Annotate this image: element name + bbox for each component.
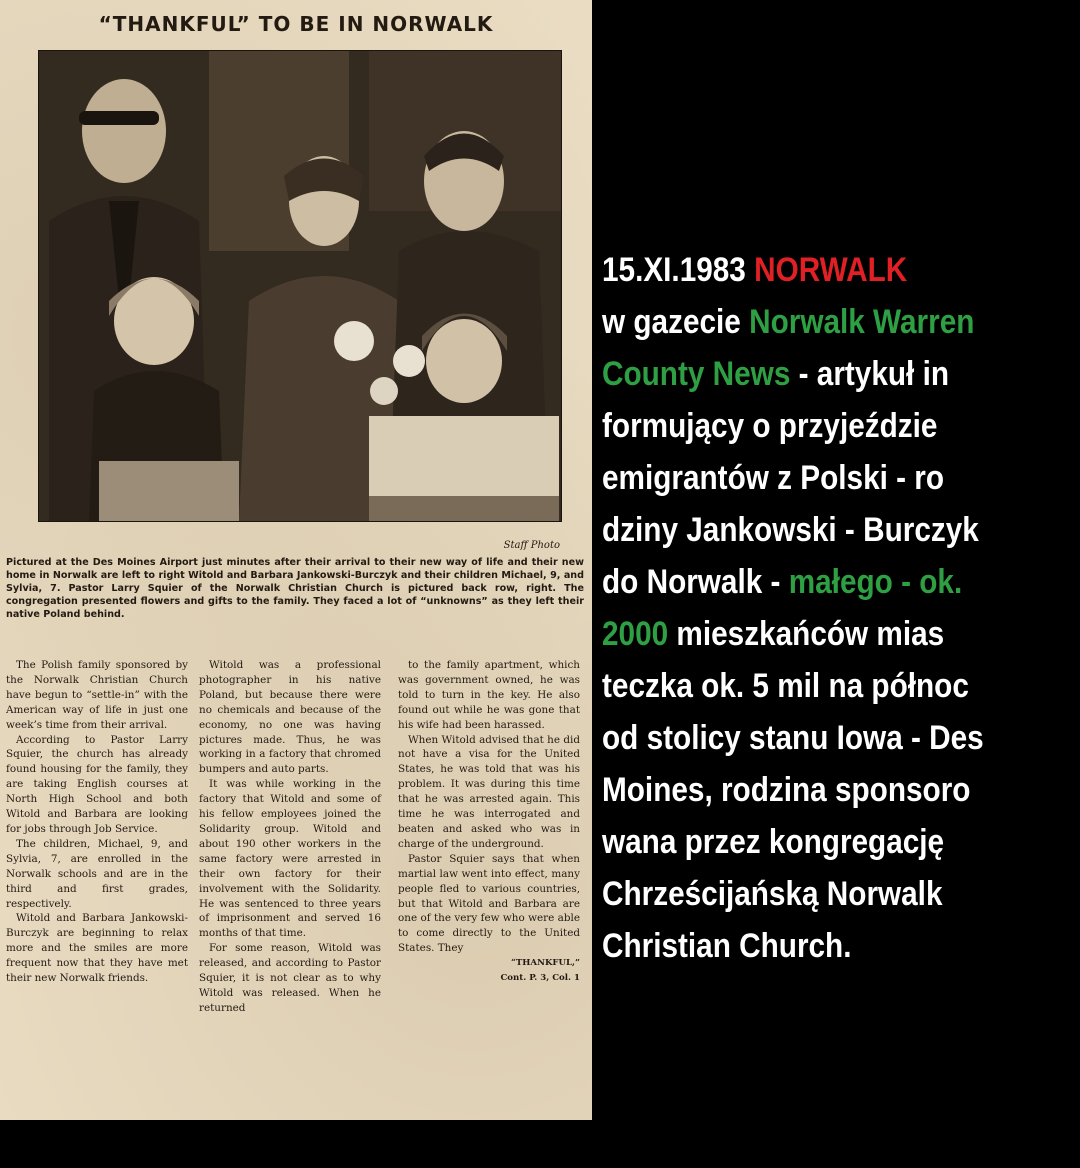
annotation-segment: Norwalk Warren (749, 303, 975, 341)
annotation-line (602, 816, 1010, 868)
annotation-line (602, 920, 1010, 972)
continued-reference: Cont. P. 3, Col. 1 (500, 973, 580, 984)
bottom-bar (0, 1120, 1080, 1168)
article-column-2 (199, 658, 381, 1016)
annotation-line (602, 504, 1010, 556)
article-column-1 (6, 658, 188, 986)
paragraph: For some reason, Witold was released, and according to Pastor Squier, it is not clear as to why Witold was released. When he returned (199, 942, 381, 1014)
paragraph: It was while working in the factory that Witold and some of his fellow employees joined the Solidarity group. Witold and about 190 other workers in the same factory were arrested in their own factory for their involvement with the Solidarity. He was sentenced to three years of imprisonment and served 16 months of that time. (199, 778, 381, 940)
paragraph: to the family apartment, which was government owned, he was told to turn in the key. He also found out while he was gone that his wife had been harassed. (398, 659, 580, 731)
polish-annotation-text (602, 244, 1010, 972)
paragraph: The Polish family sponsored by the Norwalk Christian Church have begun to “settle-in” with the American way of life in just one week’s time from their arrival. (6, 659, 188, 731)
annotation-segment: emigrantów z Polski - ro (602, 459, 945, 497)
annotation-line (602, 400, 1010, 452)
annotation-line (602, 712, 1010, 764)
annotation-line (602, 868, 1010, 920)
paragraph: The children, Michael, 9, and Sylvia, 7, are enrolled in the Norwalk schools and are in the third and first grades, respectively. (6, 837, 188, 910)
paragraph: When Witold advised that he did not have a visa for the United States, he was told that was his problem. It was during this time that he was arrested again. This time he was interrogated and beaten and asked who was in charge of the underground. (398, 733, 580, 850)
photo-caption: Pictured at the Des Moines Airport just minutes after their arrival to their new way of life and their new home in Norwalk are left to right Witold and Barbara Jankowski-Burczyk and their children Michael, 9, and Sylvia, 7. Pastor Larry Squier of the Norwalk Christian Church is pictured back row, right. The congregation presented flowers and gifts to the family. They faced a lot of “unknowns” as they left their native Poland behind. (6, 557, 584, 620)
annotation-segment: mieszkańców mias (668, 615, 945, 653)
annotation-segment: - artykuł in (790, 355, 950, 393)
annotation-segment: wana przez kongregację (602, 823, 945, 861)
article-column-3 (398, 658, 580, 986)
annotation-segment: teczka ok. 5 mil na północ (602, 667, 969, 705)
paragraph: According to Pastor Larry Squier, the church has already found housing for the family, they are taking English courses at North High School and both Witold and Barbara are looking for jobs through Job Service. (6, 733, 188, 835)
annotation-line (602, 608, 1010, 660)
annotation-segment: County News (602, 355, 791, 393)
annotation-segment: formujący o przyjeździe (602, 407, 938, 445)
paragraph: Pastor Squier says that when martial law went into effect, many people fled to various countries, but that Witold and Barbara are one of the very few who were able to come directly to the United States. They (398, 852, 580, 955)
headline: “THANKFUL” TO BE IN NORWALK (98, 12, 494, 36)
article-columns (6, 658, 584, 1110)
annotation-segment: Christian Church. (602, 927, 852, 965)
continued-word: “THANKFUL,” (510, 958, 580, 969)
annotation-segment: dziny Jankowski - Burczyk (602, 511, 979, 549)
family-photo (38, 50, 562, 522)
annotation-segment: od stolicy stanu Iowa - Des (602, 719, 984, 757)
annotation-line (602, 296, 1010, 348)
annotation-segment: w gazecie (602, 303, 750, 341)
photo-credit: Staff Photo (503, 540, 560, 551)
paragraph: Witold and Barbara Jankowski-Burczyk are beginning to relax more and the smiles are more frequent now that they have met their new Norwalk friends. (6, 912, 188, 985)
annotation-line (602, 660, 1010, 712)
annotation-segment: 15.XI.1983 (602, 251, 755, 289)
annotation-line (602, 556, 1010, 608)
annotation-segment: Moines, rodzina sponsoro (602, 771, 971, 809)
annotation-segment: NORWALK (754, 251, 908, 289)
annotation-segment: Chrześcijańską Norwalk (602, 875, 943, 913)
paragraph: Witold was a professional photographer in his native Poland, but because there were no chemicals and because of the economy, no one was having pictures made. Thus, he was working in a factory that chromed bumpers and auto parts. (199, 659, 381, 776)
annotation-segment: 2000 (602, 615, 669, 653)
annotation-line (602, 452, 1010, 504)
annotation-segment: małego - ok. (788, 563, 963, 601)
annotation-line (602, 348, 1010, 400)
annotation-segment: do Norwalk - (602, 563, 789, 601)
annotation-line (602, 764, 1010, 816)
annotation-line (602, 244, 1010, 296)
